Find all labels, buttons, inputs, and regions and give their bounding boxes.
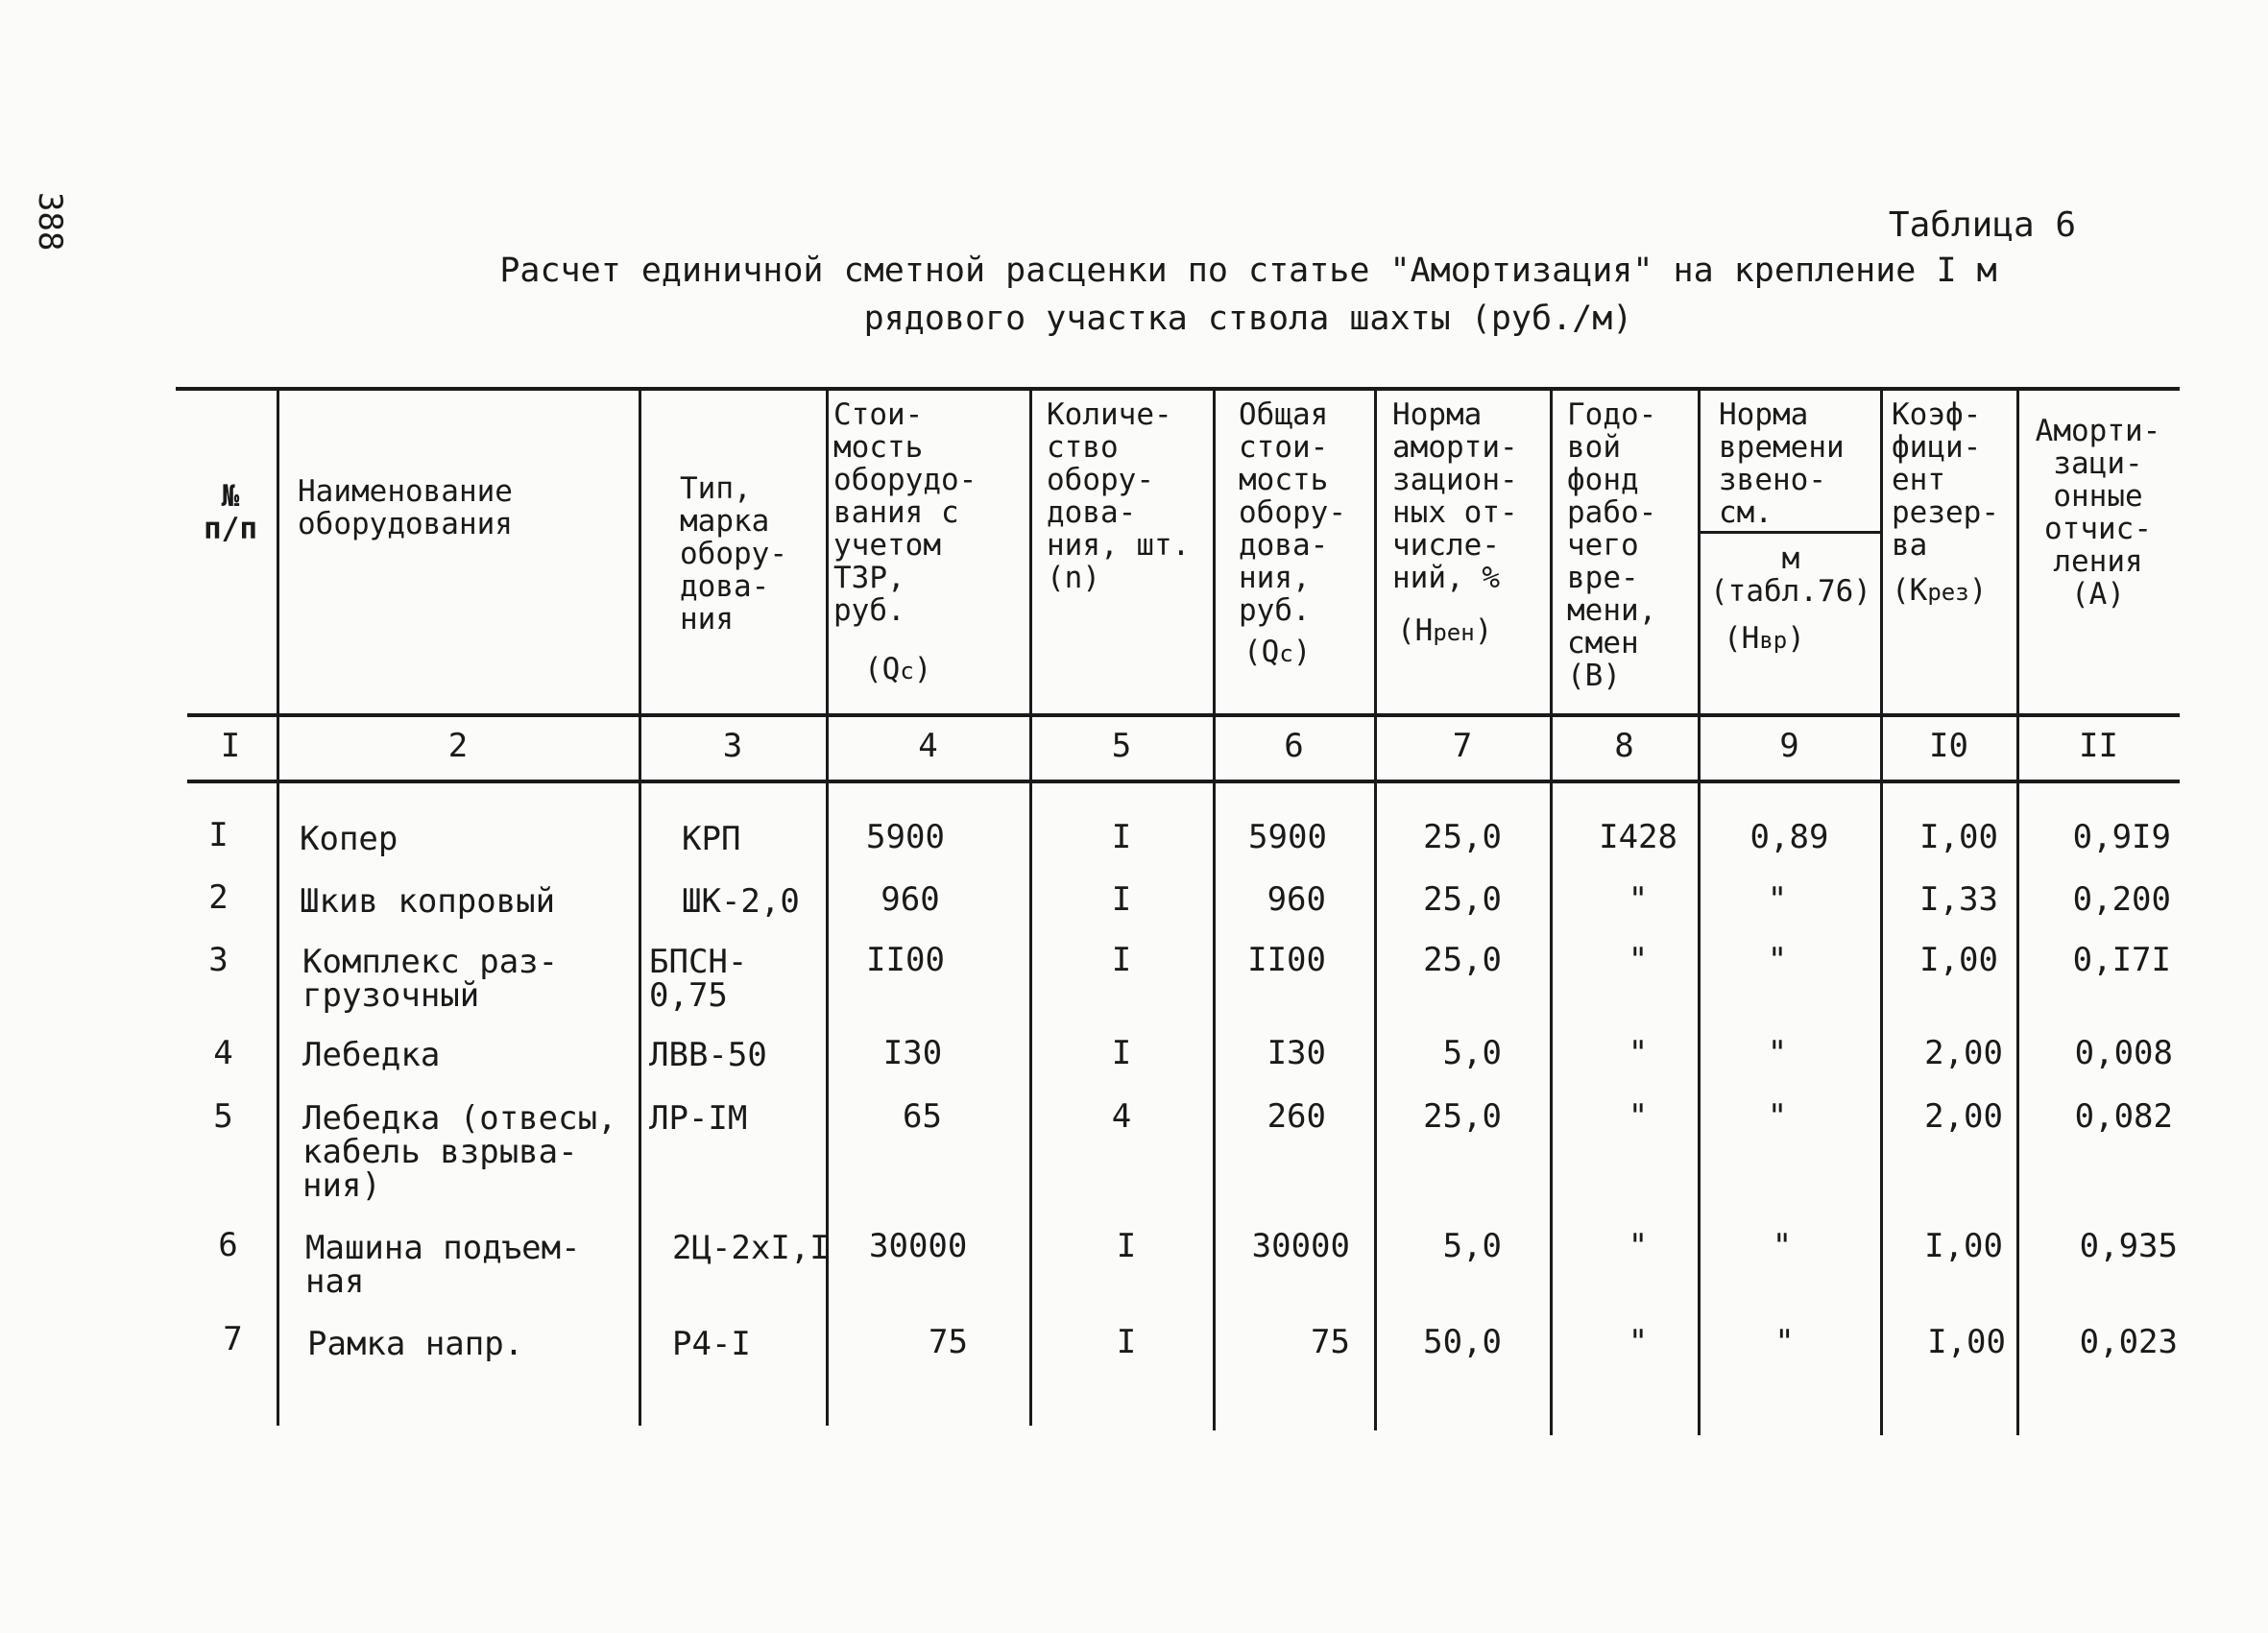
table-title-line-1: Расчет единичной сметной расценки по статье "Амортизация" на крепление I м xyxy=(499,252,1997,290)
reserve-coefficient: 2,00 xyxy=(1924,1097,2003,1136)
depreciation-rate: 25,0 xyxy=(1423,818,1502,856)
equipment-cost: 5900 xyxy=(866,818,945,856)
row-number: 2 xyxy=(208,878,229,917)
depreciation-deduction: 0,008 xyxy=(2074,1034,2173,1072)
header-reserve-coefficient-symbol: (Крез) xyxy=(1892,573,1988,608)
page-number: 388 xyxy=(31,192,69,252)
total-cost: 960 xyxy=(1267,880,1326,919)
header-equipment-name: Наименование оборудования xyxy=(298,474,513,541)
equipment-type: ШК-2,0 xyxy=(682,882,800,921)
quantity: I xyxy=(1116,1323,1137,1361)
quantity: I xyxy=(1111,941,1132,979)
reserve-coefficient: I,00 xyxy=(1927,1323,2006,1361)
quantity: I xyxy=(1111,880,1132,919)
reserve-coefficient: I,00 xyxy=(1924,1227,2003,1265)
column-number: I xyxy=(220,727,241,765)
annual-time-fund: " xyxy=(1628,941,1649,979)
equipment-cost: 960 xyxy=(881,880,940,919)
table-title-line-2: рядового участка ствола шахты (руб./м) xyxy=(863,300,1633,338)
header-equipment-cost: Стои- мость оборудо- вания с учетом ТЗР, руб. xyxy=(833,397,977,628)
equipment-name: Машина подъем- ная xyxy=(305,1229,581,1301)
equipment-name: Лебедка (отвесы, кабель взрыва- ния) xyxy=(302,1099,617,1205)
time-norm: " xyxy=(1767,1097,1788,1136)
row-number: 5 xyxy=(213,1097,233,1136)
column-number: 5 xyxy=(1111,727,1132,765)
depreciation-deduction: 0,I7I xyxy=(2072,941,2171,979)
row-number: I xyxy=(208,816,229,854)
equipment-name: Рамка напр. xyxy=(307,1325,524,1363)
equipment-type: БПСН- 0,75 xyxy=(649,943,748,1015)
total-cost: 75 xyxy=(1311,1323,1350,1361)
header-time-norm: Норма времени звено- см. xyxy=(1719,397,1845,530)
depreciation-deduction: 0,023 xyxy=(2079,1323,2178,1361)
quantity: I xyxy=(1111,818,1132,856)
total-cost: 260 xyxy=(1267,1097,1326,1136)
column-number: 4 xyxy=(918,727,938,765)
depreciation-rate: 25,0 xyxy=(1423,880,1502,919)
equipment-name: Лебедка xyxy=(302,1036,441,1074)
time-norm: " xyxy=(1767,941,1788,979)
header-equipment-cost-symbol: (Qс) xyxy=(864,652,932,686)
table-label: Таблица 6 xyxy=(1888,205,2076,245)
depreciation-rate: 50,0 xyxy=(1423,1323,1502,1361)
row-number: 4 xyxy=(213,1034,233,1072)
depreciation-deduction: 0,9I9 xyxy=(2072,818,2171,856)
header-time-norm-unit: м (табл.76) xyxy=(1710,541,1871,609)
header-type: Тип, марка обору- дова- ния xyxy=(680,471,787,636)
row-number: 7 xyxy=(223,1320,243,1358)
header-total-cost: Общая стои- мость обору- дова- ния, руб. xyxy=(1239,397,1346,628)
equipment-type: 2Ц-2хI,I xyxy=(672,1229,830,1267)
equipment-cost: 75 xyxy=(929,1323,968,1361)
annual-time-fund: " xyxy=(1628,880,1649,919)
header-depreciation-deductions: Аморти- заци- онные отчис- ления (А) xyxy=(2035,414,2161,612)
equipment-cost: I30 xyxy=(882,1034,943,1072)
time-norm: " xyxy=(1767,1034,1788,1072)
depreciation-deduction: 0,935 xyxy=(2079,1227,2178,1265)
annual-time-fund: " xyxy=(1628,1034,1649,1072)
quantity: I xyxy=(1111,1034,1132,1072)
time-norm: " xyxy=(1767,880,1788,919)
time-norm: " xyxy=(1772,1227,1793,1265)
depreciation-rate: 25,0 xyxy=(1423,1097,1502,1136)
header-total-cost-symbol: (Qс) xyxy=(1243,635,1312,669)
total-cost: 30000 xyxy=(1251,1227,1350,1265)
total-cost: II00 xyxy=(1247,941,1326,979)
equipment-name: Комплекс раз- грузочный xyxy=(302,943,559,1015)
annual-time-fund: I428 xyxy=(1599,818,1677,856)
equipment-type: ЛВВ-50 xyxy=(649,1036,767,1074)
depreciation-rate: 25,0 xyxy=(1423,941,1502,979)
row-number: 6 xyxy=(218,1226,238,1264)
column-number: 2 xyxy=(447,727,469,765)
reserve-coefficient: 2,00 xyxy=(1924,1034,2003,1072)
equipment-name: Копер xyxy=(300,820,398,858)
column-number: I0 xyxy=(1929,727,1968,765)
header-depreciation-rate-symbol: (Нрен) xyxy=(1397,613,1493,648)
row-number: 3 xyxy=(208,941,229,979)
column-number: 7 xyxy=(1452,727,1473,765)
header-row-number: № п/п xyxy=(204,479,257,546)
depreciation-rate: 5,0 xyxy=(1442,1034,1502,1072)
reserve-coefficient: I,33 xyxy=(1919,880,1998,919)
column-number: II xyxy=(2079,727,2118,765)
column-number: 3 xyxy=(722,727,743,765)
header-annual-time-fund: Годо- вой фонд рабо- чего вре- мени, смен (В) xyxy=(1567,397,1657,693)
equipment-type: Р4-I xyxy=(672,1325,751,1363)
time-norm: 0,89 xyxy=(1749,818,1829,856)
quantity: 4 xyxy=(1111,1097,1132,1136)
equipment-cost: 30000 xyxy=(869,1227,968,1265)
depreciation-deduction: 0,200 xyxy=(2072,880,2171,919)
equipment-name: Шкив копровый xyxy=(300,882,556,921)
quantity: I xyxy=(1116,1227,1137,1265)
annual-time-fund: " xyxy=(1628,1097,1649,1136)
equipment-type: ЛР-IМ xyxy=(649,1099,748,1138)
header-time-norm-symbol: (Нвр) xyxy=(1724,621,1805,656)
header-quantity: Количе- ство обору- дова- ния, шт. (n) xyxy=(1047,397,1191,595)
equipment-type: КРП xyxy=(682,820,741,858)
time-norm: " xyxy=(1774,1323,1795,1361)
total-cost: 5900 xyxy=(1248,818,1327,856)
annual-time-fund: " xyxy=(1628,1323,1649,1361)
column-number: 8 xyxy=(1614,727,1634,765)
reserve-coefficient: I,00 xyxy=(1919,941,1998,979)
total-cost: I30 xyxy=(1267,1034,1326,1072)
header-reserve-coefficient: Коэф- фици- ент резер- ва xyxy=(1892,397,1999,563)
depreciation-rate: 5,0 xyxy=(1442,1227,1502,1265)
annual-time-fund: " xyxy=(1628,1227,1649,1265)
header-depreciation-rate: Норма аморти- зацион- ных от- числе- ний, % xyxy=(1392,397,1518,595)
depreciation-deduction: 0,082 xyxy=(2074,1097,2173,1136)
column-number: 9 xyxy=(1779,727,1799,765)
equipment-cost: II00 xyxy=(866,941,945,979)
column-number: 6 xyxy=(1284,727,1304,765)
equipment-cost: 65 xyxy=(903,1097,942,1136)
reserve-coefficient: I,00 xyxy=(1919,818,1998,856)
